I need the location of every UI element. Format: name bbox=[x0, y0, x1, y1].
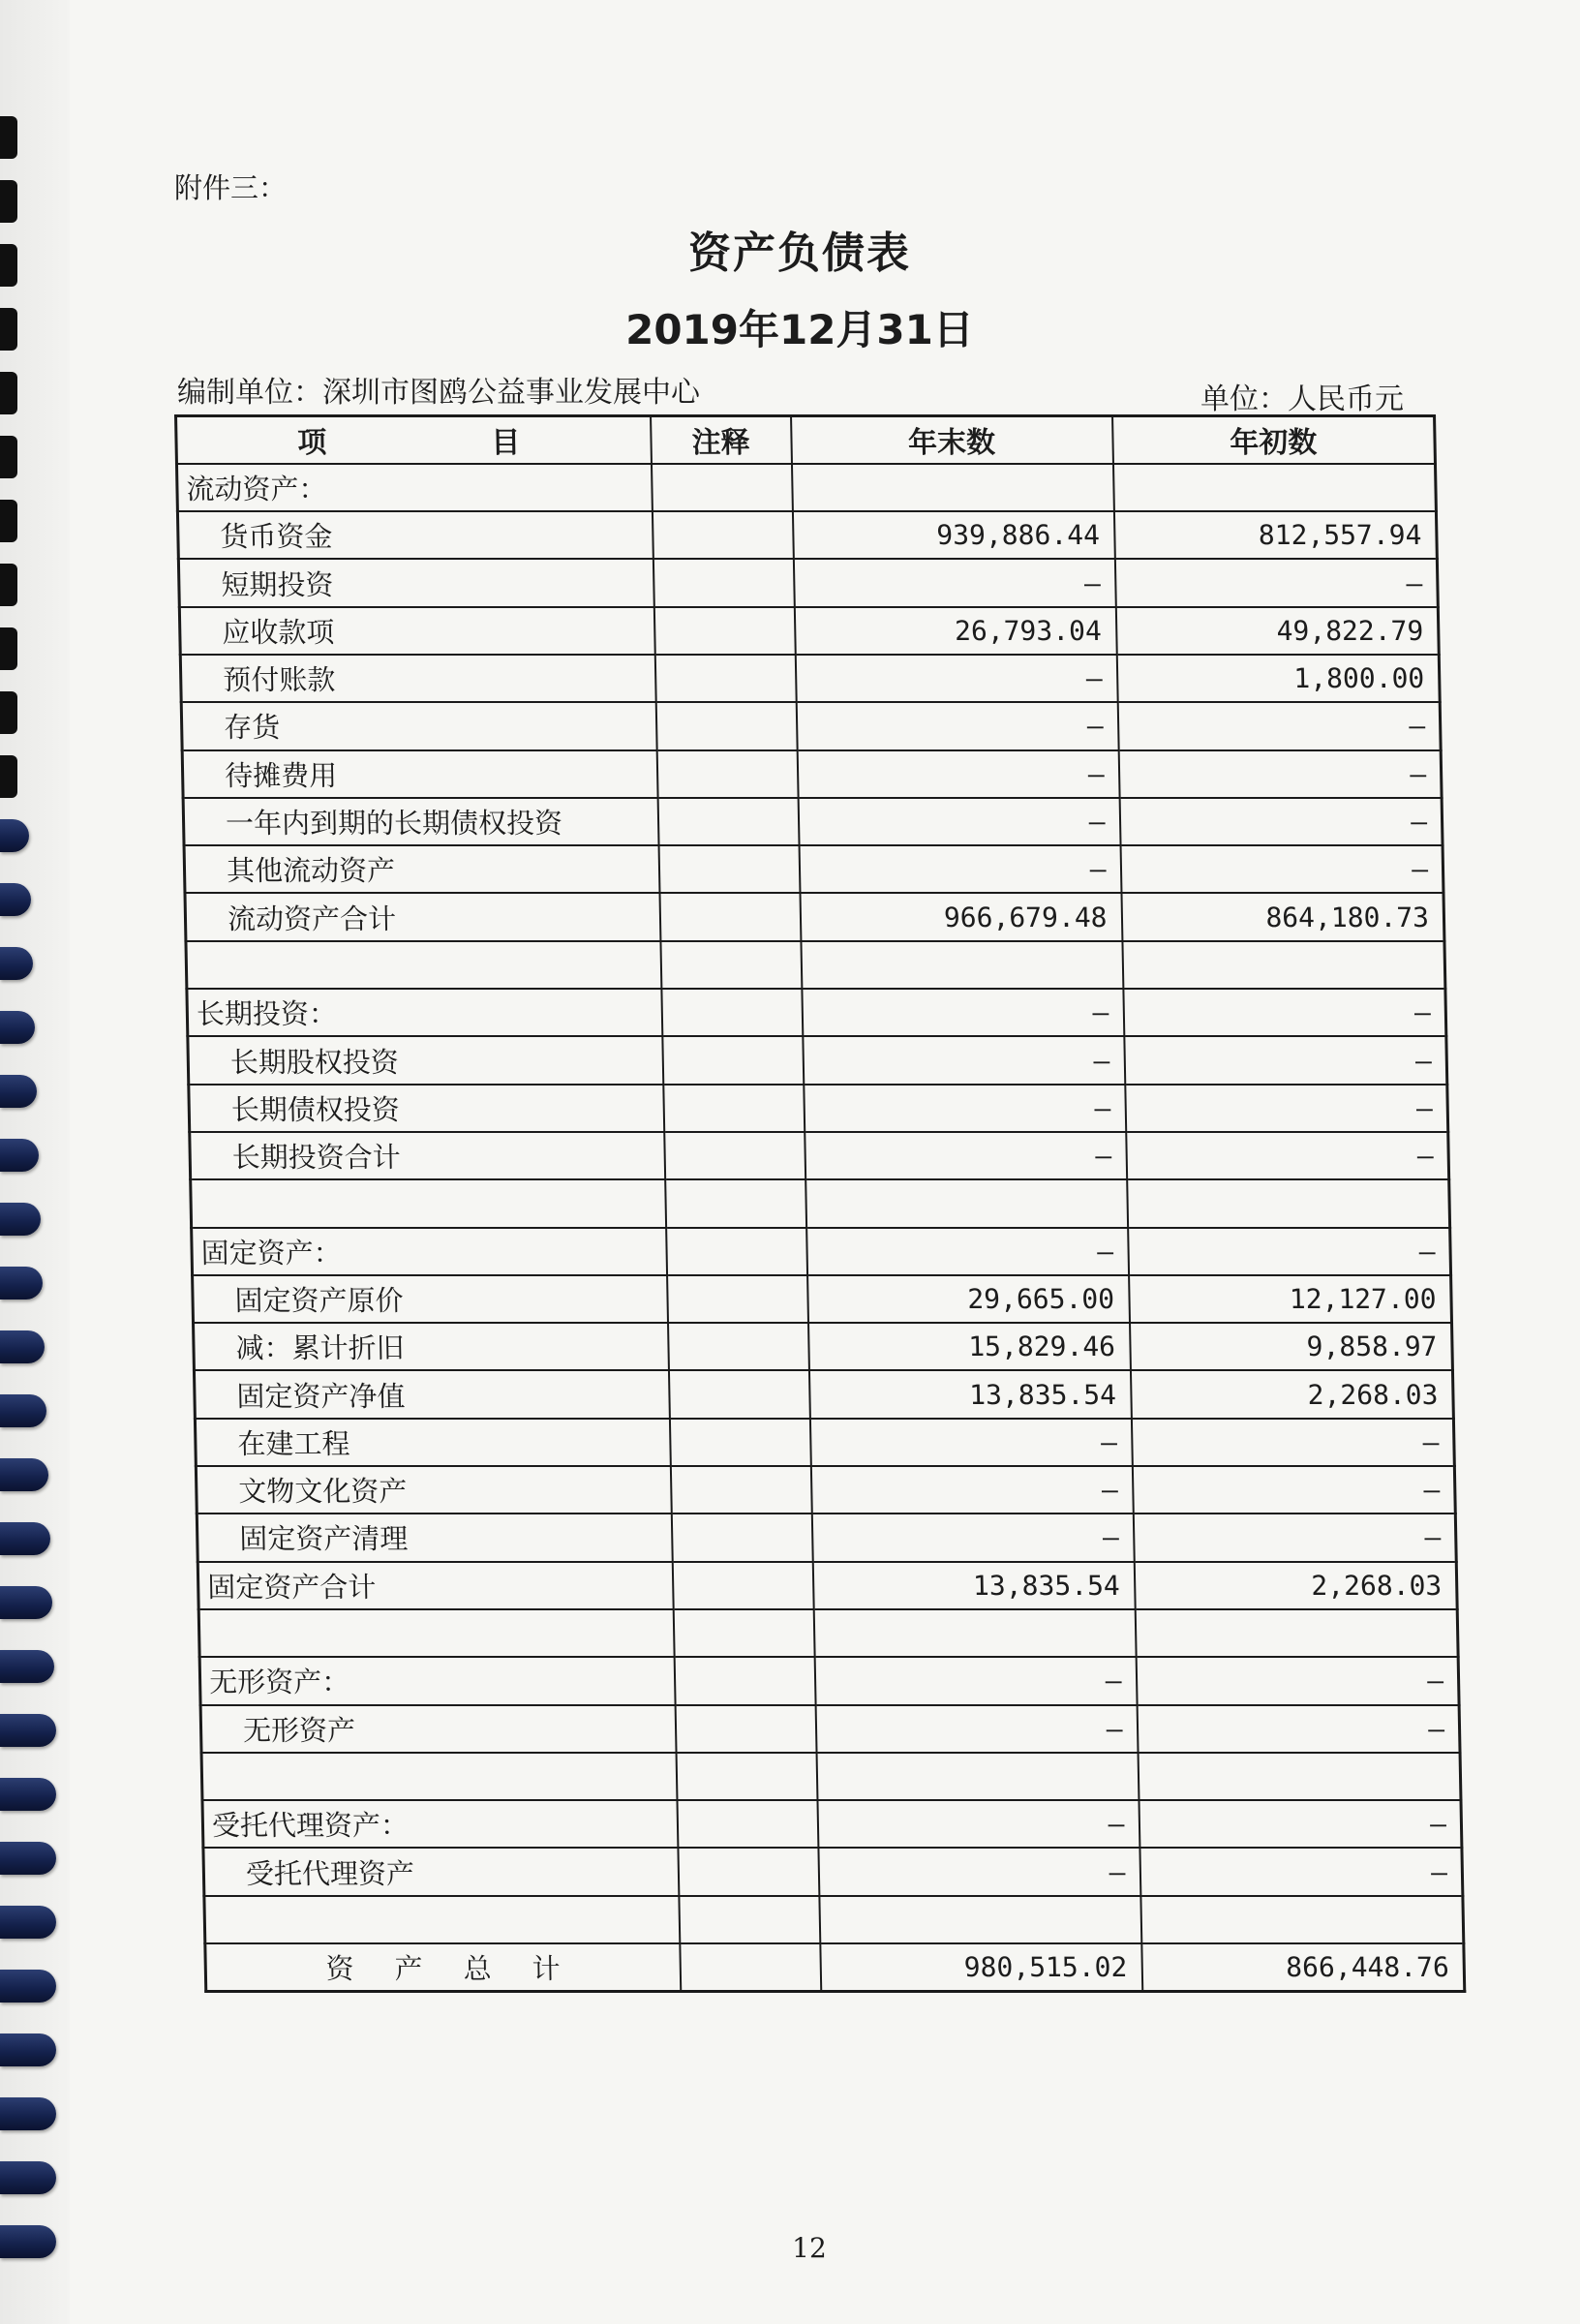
row-note bbox=[671, 1514, 812, 1561]
binding-ring bbox=[0, 1522, 50, 1555]
row-note bbox=[676, 1753, 817, 1800]
row-note bbox=[669, 1419, 810, 1466]
row-item-label: 其他流动资产 bbox=[184, 845, 659, 893]
row-note bbox=[666, 1228, 807, 1275]
row-item-label: 固定资产净值 bbox=[194, 1370, 669, 1418]
row-year-end-value bbox=[819, 1896, 1141, 1943]
page-number: 12 bbox=[792, 2232, 827, 2264]
row-year-begin-value: – bbox=[1133, 1514, 1456, 1561]
table-row bbox=[177, 511, 1437, 559]
binding-ring bbox=[0, 1075, 37, 1108]
table-row bbox=[201, 1753, 1461, 1800]
table-row bbox=[190, 1132, 1449, 1179]
row-year-begin-value: – bbox=[1119, 798, 1443, 845]
row-item-label: 受托代理资产： bbox=[202, 1800, 678, 1848]
table-row bbox=[195, 1419, 1454, 1466]
row-year-end-value: – bbox=[810, 1466, 1133, 1514]
row-item-label: 长期投资合计 bbox=[190, 1132, 665, 1179]
table-row bbox=[178, 559, 1438, 606]
row-year-begin-value bbox=[1138, 1753, 1461, 1800]
total-assets-end: 980,515.02 bbox=[820, 1943, 1142, 1991]
row-item-label: 无形资产： bbox=[199, 1657, 675, 1704]
table-row bbox=[200, 1705, 1460, 1753]
row-item-label: 固定资产合计 bbox=[198, 1562, 673, 1609]
row-year-end-value: 15,829.46 bbox=[808, 1323, 1131, 1370]
binding-ring bbox=[0, 180, 17, 223]
row-year-begin-value: – bbox=[1123, 989, 1446, 1036]
header-year-begin: 年初数 bbox=[1112, 416, 1436, 464]
preparing-organization: 编制单位：深圳市图鸥公益事业发展中心 bbox=[177, 376, 700, 410]
table-row bbox=[203, 1848, 1463, 1895]
row-item-label: 存货 bbox=[181, 702, 656, 749]
row-item-label: 长期投资： bbox=[187, 989, 662, 1036]
row-year-end-value bbox=[791, 464, 1113, 511]
binding-ring bbox=[0, 436, 17, 478]
row-year-end-value: – bbox=[799, 845, 1121, 893]
row-year-begin-value: 2,268.03 bbox=[1130, 1370, 1453, 1418]
row-year-end-value: – bbox=[802, 989, 1124, 1036]
row-year-end-value: 939,886.44 bbox=[792, 511, 1114, 559]
binding-ring bbox=[0, 1267, 43, 1300]
row-year-end-value: – bbox=[805, 1132, 1127, 1179]
row-item-label: 在建工程 bbox=[195, 1419, 670, 1466]
total-assets-begin: 866,448.76 bbox=[1141, 1943, 1465, 1991]
row-year-end-value: – bbox=[795, 655, 1117, 702]
table-row bbox=[194, 1323, 1453, 1370]
table-row bbox=[204, 1896, 1464, 1943]
row-year-begin-value: – bbox=[1124, 1036, 1447, 1084]
row-year-begin-value: – bbox=[1114, 559, 1438, 606]
row-item-label bbox=[204, 1896, 680, 1943]
table-row bbox=[176, 464, 1436, 511]
binding-ring bbox=[0, 755, 17, 798]
header-item: 项 目 bbox=[176, 416, 652, 464]
binding-ring bbox=[0, 2034, 56, 2066]
row-item-label: 固定资产： bbox=[192, 1228, 667, 1275]
row-item-label: 受托代理资产 bbox=[203, 1848, 679, 1895]
table-row bbox=[198, 1562, 1457, 1609]
row-year-end-value: – bbox=[811, 1514, 1134, 1561]
row-year-begin-value bbox=[1122, 941, 1445, 989]
row-year-begin-value bbox=[1135, 1609, 1458, 1657]
row-year-end-value: – bbox=[817, 1800, 1139, 1848]
row-note bbox=[658, 845, 800, 893]
row-year-begin-value: – bbox=[1117, 702, 1441, 749]
table-row bbox=[188, 1036, 1447, 1084]
binding-ring bbox=[0, 1714, 56, 1747]
binding-ring bbox=[0, 627, 17, 670]
row-item-label: 应收款项 bbox=[179, 607, 654, 655]
row-year-end-value: – bbox=[804, 1085, 1126, 1132]
row-note bbox=[654, 655, 796, 702]
row-note bbox=[661, 989, 803, 1036]
document-title: 资产负债表 bbox=[688, 229, 911, 278]
binding-ring bbox=[0, 564, 17, 606]
row-year-end-value: 29,665.00 bbox=[807, 1275, 1130, 1323]
row-item-label: 文物文化资产 bbox=[196, 1466, 671, 1514]
row-item-label bbox=[201, 1753, 677, 1800]
binding-ring bbox=[0, 1778, 56, 1811]
binding-ring bbox=[0, 1203, 41, 1236]
row-year-end-value: – bbox=[815, 1705, 1138, 1753]
row-year-begin-value: 1,800.00 bbox=[1116, 655, 1440, 702]
currency-unit: 单位：人民币元 bbox=[1200, 382, 1404, 416]
binding-ring bbox=[0, 1650, 54, 1683]
row-year-begin-value: 864,180.73 bbox=[1121, 893, 1444, 940]
table-row bbox=[189, 1085, 1448, 1132]
binding-ring bbox=[0, 116, 17, 159]
table-row bbox=[202, 1800, 1462, 1848]
row-year-begin-value: – bbox=[1128, 1228, 1451, 1275]
row-note bbox=[677, 1800, 818, 1848]
table-row bbox=[186, 941, 1445, 989]
row-year-end-value: – bbox=[793, 559, 1115, 606]
binding-ring bbox=[0, 1842, 56, 1875]
row-year-begin-value: – bbox=[1139, 1848, 1463, 1895]
row-year-end-value: – bbox=[818, 1848, 1140, 1895]
row-item-label: 长期债权投资 bbox=[189, 1085, 664, 1132]
row-note bbox=[651, 464, 792, 511]
row-note bbox=[657, 798, 799, 845]
row-year-end-value: 13,835.54 bbox=[812, 1562, 1135, 1609]
row-item-label: 货币资金 bbox=[177, 511, 653, 559]
row-note bbox=[674, 1657, 815, 1704]
binding-ring bbox=[0, 1139, 39, 1172]
row-item-label: 一年内到期的长期债权投资 bbox=[183, 798, 658, 845]
row-year-end-value bbox=[801, 941, 1123, 989]
table-row bbox=[183, 798, 1443, 845]
row-year-begin-value: – bbox=[1132, 1466, 1455, 1514]
row-item-label: 无形资产 bbox=[200, 1705, 676, 1753]
row-item-label: 短期投资 bbox=[178, 559, 653, 606]
row-item-label: 流动资产： bbox=[176, 464, 652, 511]
row-year-end-value: 966,679.48 bbox=[800, 893, 1122, 940]
table-row bbox=[181, 702, 1441, 749]
row-year-end-value: – bbox=[798, 798, 1120, 845]
row-note bbox=[653, 607, 795, 655]
row-item-label: 流动资产合计 bbox=[185, 893, 660, 940]
row-year-begin-value: – bbox=[1118, 750, 1442, 798]
table-row bbox=[182, 750, 1442, 798]
annex-label: 附件三： bbox=[174, 171, 288, 204]
row-note bbox=[678, 1848, 819, 1895]
row-note bbox=[659, 893, 801, 940]
header-year-end: 年末数 bbox=[791, 416, 1113, 464]
table-row bbox=[187, 989, 1446, 1036]
table-row bbox=[197, 1514, 1456, 1561]
balance-sheet-table bbox=[174, 414, 1466, 1993]
row-note bbox=[670, 1466, 811, 1514]
binding-ring bbox=[0, 819, 29, 852]
binding-ring bbox=[0, 2097, 56, 2130]
total-assets-label: 资产总计 bbox=[205, 1943, 681, 1991]
balance-sheet bbox=[174, 414, 1463, 1993]
binding-ring bbox=[0, 1970, 56, 2003]
table-row bbox=[199, 1657, 1459, 1704]
row-year-begin-value: 2,268.03 bbox=[1134, 1562, 1457, 1609]
row-year-end-value bbox=[816, 1753, 1139, 1800]
row-year-begin-value: – bbox=[1139, 1800, 1462, 1848]
row-year-begin-value: – bbox=[1137, 1705, 1460, 1753]
binding-ring bbox=[0, 883, 31, 916]
table-row bbox=[196, 1466, 1455, 1514]
binding-ring bbox=[0, 1458, 48, 1491]
report-date: 2019年12月31日 bbox=[625, 306, 974, 353]
table-row bbox=[185, 893, 1444, 940]
row-note bbox=[653, 559, 794, 606]
row-year-begin-value: – bbox=[1136, 1657, 1459, 1704]
row-year-end-value: – bbox=[797, 750, 1119, 798]
row-note bbox=[662, 1036, 804, 1084]
row-year-end-value: – bbox=[809, 1419, 1132, 1466]
row-year-begin-value: 812,557.94 bbox=[1113, 511, 1437, 559]
row-item-label bbox=[191, 1179, 666, 1227]
table-row bbox=[179, 607, 1439, 655]
row-year-end-value: 13,835.54 bbox=[808, 1370, 1131, 1418]
row-year-end-value: – bbox=[803, 1036, 1125, 1084]
binding-ring bbox=[0, 1394, 46, 1427]
row-item-label: 固定资产原价 bbox=[193, 1275, 668, 1323]
row-item-label: 长期股权投资 bbox=[188, 1036, 663, 1084]
table-row bbox=[184, 845, 1443, 893]
row-note bbox=[668, 1323, 809, 1370]
row-year-begin-value bbox=[1140, 1896, 1464, 1943]
total-assets-note bbox=[680, 1943, 821, 1991]
row-note bbox=[656, 750, 798, 798]
row-year-begin-value: 49,822.79 bbox=[1115, 607, 1439, 655]
row-item-label bbox=[186, 941, 661, 989]
row-note bbox=[652, 511, 793, 559]
binding-ring bbox=[0, 372, 17, 414]
row-year-end-value: – bbox=[814, 1657, 1137, 1704]
binding-ring bbox=[0, 2161, 56, 2194]
row-year-begin-value bbox=[1127, 1179, 1450, 1227]
binding-ring bbox=[0, 500, 17, 542]
row-year-begin-value: – bbox=[1131, 1419, 1454, 1466]
table-row bbox=[192, 1228, 1451, 1275]
row-item-label: 待摊费用 bbox=[182, 750, 657, 798]
row-note bbox=[665, 1179, 806, 1227]
row-year-end-value: – bbox=[806, 1228, 1129, 1275]
row-note bbox=[673, 1609, 814, 1657]
row-year-end-value bbox=[805, 1179, 1128, 1227]
row-item-label: 固定资产清理 bbox=[197, 1514, 672, 1561]
row-year-begin-value: – bbox=[1120, 845, 1443, 893]
row-item-label: 减：累计折旧 bbox=[194, 1323, 669, 1370]
binding-ring bbox=[0, 947, 33, 980]
binding-ring bbox=[0, 1906, 56, 1939]
binding-ring bbox=[0, 1011, 35, 1044]
row-note bbox=[660, 941, 802, 989]
row-year-end-value bbox=[813, 1609, 1136, 1657]
row-note bbox=[663, 1085, 805, 1132]
row-year-begin-value: 9,858.97 bbox=[1130, 1323, 1453, 1370]
row-note bbox=[668, 1370, 809, 1418]
row-note bbox=[667, 1275, 808, 1323]
row-note bbox=[655, 702, 797, 749]
header-note: 注释 bbox=[651, 416, 792, 464]
row-item-label: 预付账款 bbox=[180, 655, 655, 702]
table-row bbox=[191, 1179, 1450, 1227]
binding-ring bbox=[0, 1586, 52, 1619]
row-note bbox=[679, 1896, 820, 1943]
row-note bbox=[675, 1705, 816, 1753]
table-row bbox=[180, 655, 1440, 702]
table-row bbox=[198, 1609, 1458, 1657]
row-year-begin-value: – bbox=[1126, 1132, 1449, 1179]
binding-ring bbox=[0, 1330, 45, 1363]
total-assets-row bbox=[205, 1943, 1465, 1991]
row-year-begin-value: 12,127.00 bbox=[1129, 1275, 1452, 1323]
row-note bbox=[672, 1562, 813, 1609]
row-note bbox=[664, 1132, 805, 1179]
row-year-begin-value bbox=[1112, 464, 1436, 511]
table-row bbox=[194, 1370, 1453, 1418]
row-year-end-value: – bbox=[796, 702, 1118, 749]
row-year-end-value: 26,793.04 bbox=[794, 607, 1116, 655]
table-row bbox=[193, 1275, 1452, 1323]
table-header-row bbox=[176, 416, 1436, 464]
binding-ring bbox=[0, 691, 17, 734]
row-item-label bbox=[198, 1609, 674, 1657]
row-year-begin-value: – bbox=[1125, 1085, 1448, 1132]
